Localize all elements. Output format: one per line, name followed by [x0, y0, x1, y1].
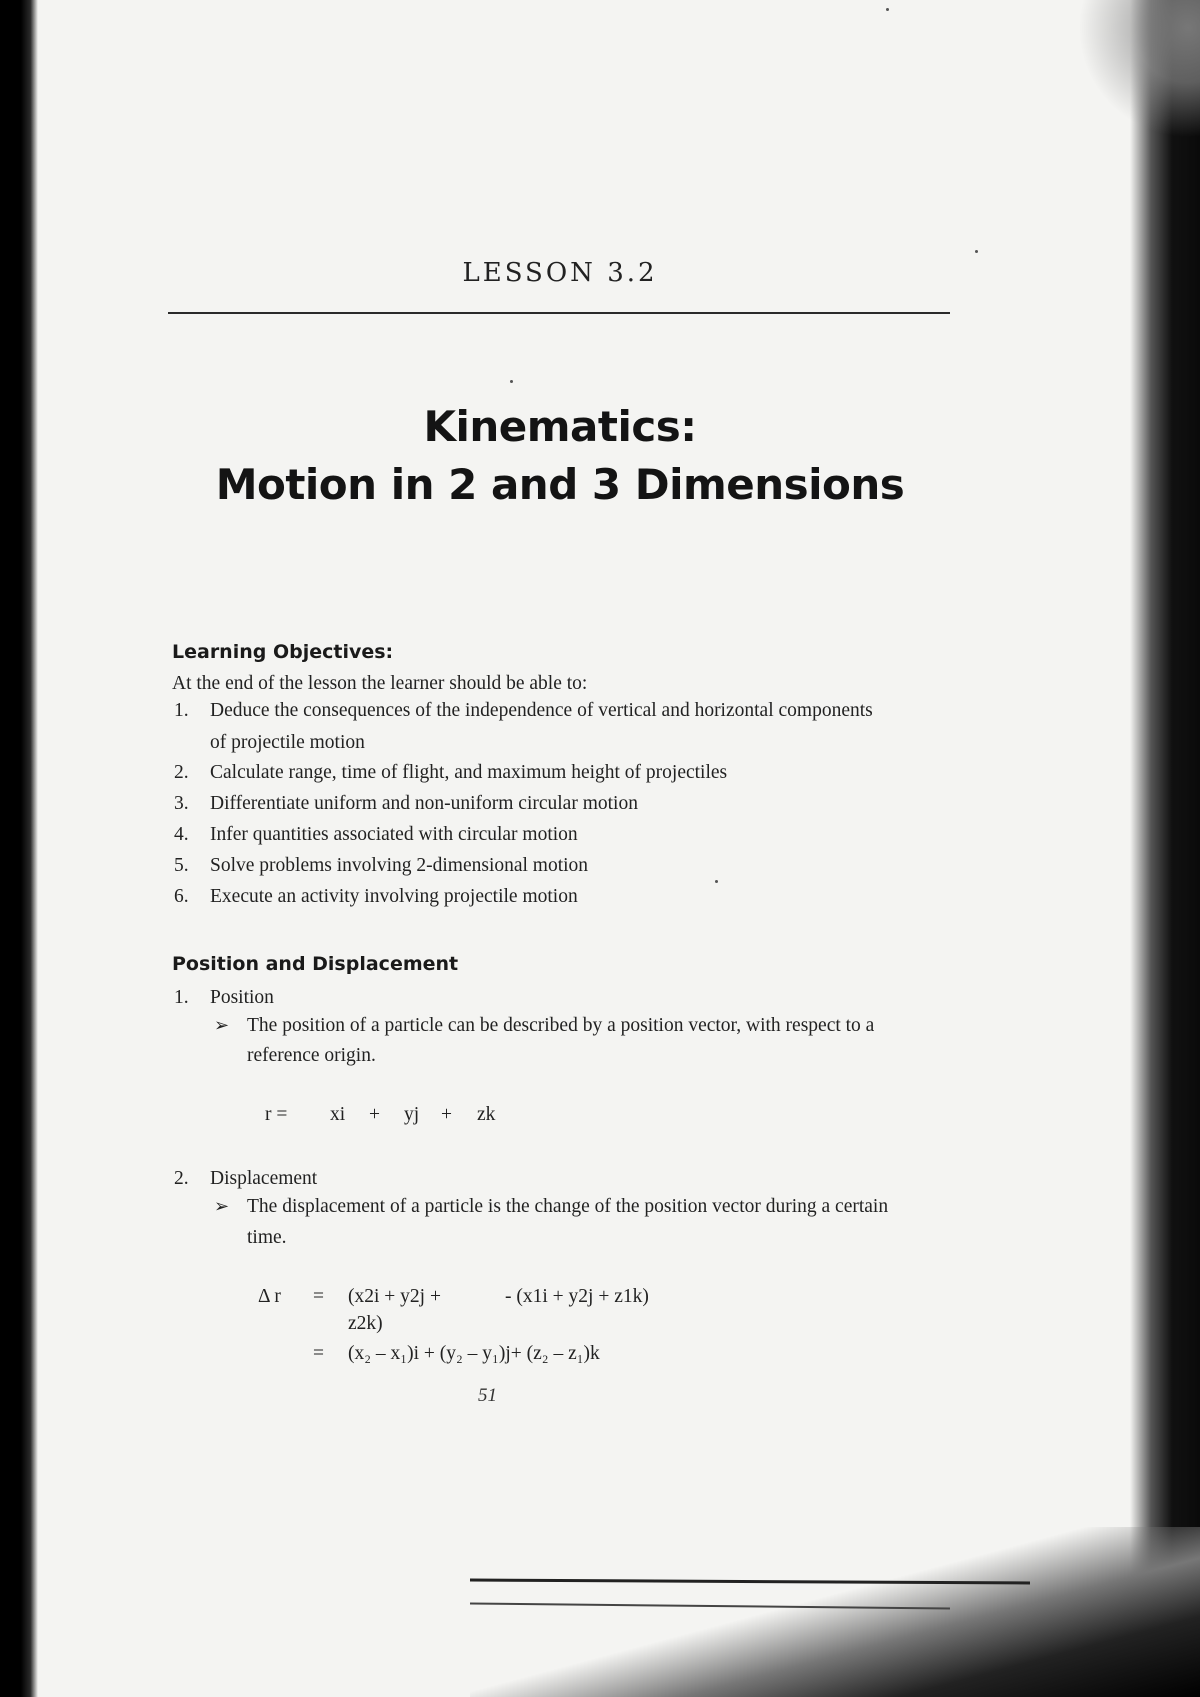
displacement-equation-lhs: Δ r: [258, 1286, 281, 1307]
scan-shadow-right: [1130, 0, 1200, 1697]
header-rule: [168, 312, 950, 314]
page-title-line2: Motion in 2 and 3 Dimensions: [215, 460, 905, 509]
objective-item: Calculate range, time of flight, and maximum height of projectiles: [210, 762, 728, 783]
objective-item: Deduce the consequences of the independence of vertical and horizontal components: [210, 700, 873, 721]
scan-noise-top-right: [1080, 0, 1200, 140]
objective-number: 3.: [174, 793, 189, 814]
arrow-bullet-icon: ➢: [214, 1015, 230, 1035]
objectives-intro: At the end of the lesson the learner should be able to:: [172, 673, 588, 694]
section-heading: Position and Displacement: [172, 953, 459, 975]
position-description-continued: reference origin.: [247, 1045, 376, 1066]
position-equation-lhs: r =: [265, 1104, 288, 1125]
position-label: Position: [210, 987, 274, 1008]
scan-speck: [510, 380, 513, 383]
equals-sign: =: [313, 1343, 324, 1364]
displacement-label: Displacement: [210, 1168, 318, 1189]
displacement-equation-result: (x₂ – x₁)i + (y₂ – y₁)j+ (z₂ – z₁)k: [348, 1343, 600, 1364]
equals-sign: =: [313, 1286, 324, 1307]
scan-speck: [715, 880, 718, 883]
position-equation-term: yj: [404, 1104, 420, 1125]
objective-number: 2.: [174, 762, 189, 783]
objective-number: 5.: [174, 855, 189, 876]
position-equation-operator: +: [369, 1104, 380, 1125]
position-equation-term: xi: [330, 1104, 346, 1125]
objective-item: Execute an activity involving projectile motion: [210, 886, 578, 907]
objective-number: 4.: [174, 824, 189, 845]
objective-number: 6.: [174, 886, 189, 907]
position-number: 1.: [174, 987, 189, 1008]
scan-speck: [975, 250, 978, 253]
scan-shadow-bottom: [470, 1527, 1200, 1697]
displacement-equation-part: (x2i + y2j +: [348, 1286, 441, 1307]
position-equation-term: zk: [477, 1104, 496, 1125]
page-title-line1: Kinematics:: [423, 402, 697, 451]
displacement-description-continued: time.: [247, 1227, 287, 1248]
displacement-description: The displacement of a particle is the change of the position vector during a certain: [247, 1196, 889, 1217]
objective-item-continued: of projectile motion: [210, 732, 365, 753]
page-number: 51: [478, 1385, 497, 1406]
arrow-bullet-icon: ➢: [214, 1196, 230, 1216]
displacement-equation-part: - (x1i + y2j + z1k): [505, 1286, 649, 1307]
scan-speck: [886, 8, 889, 11]
displacement-equation-part: z2k): [348, 1313, 383, 1334]
objectives-heading: Learning Objectives:: [172, 641, 394, 663]
objective-number: 1.: [174, 700, 189, 721]
lesson-label: LESSON 3.2: [462, 258, 658, 288]
displacement-number: 2.: [174, 1168, 189, 1189]
objective-item: Differentiate uniform and non-uniform circular motion: [210, 793, 638, 814]
scan-shadow-left: [0, 0, 38, 1697]
objective-item: Solve problems involving 2-dimensional motion: [210, 855, 589, 876]
objective-item: Infer quantities associated with circular motion: [210, 824, 578, 845]
position-equation-operator: +: [441, 1104, 452, 1125]
position-description: The position of a particle can be described by a position vector, with respect to a: [247, 1015, 875, 1036]
